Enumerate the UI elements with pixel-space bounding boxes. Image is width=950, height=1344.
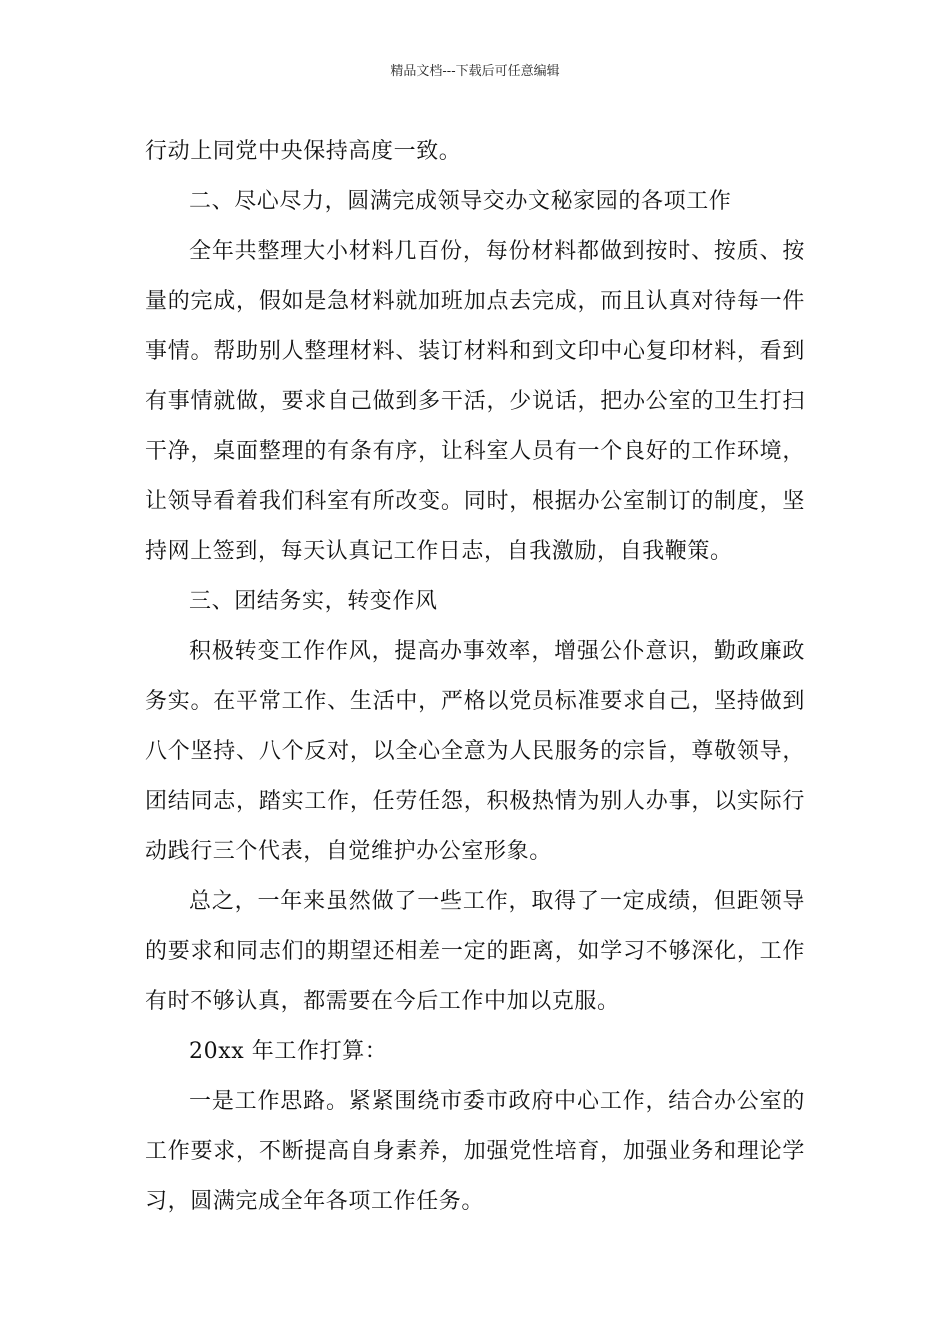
body-line: 让领导看着我们科室有所改变。同时，根据办公室制订的制度，坚 [145, 489, 805, 514]
body-line: 的要求和同志们的期望还相差一定的距离，如学习不够深化，工作 [145, 939, 805, 964]
body-line: 有时不够认真，都需要在今后工作中加以克服。 [145, 989, 620, 1014]
body-line: 行动上同党中央保持高度一致。 [145, 139, 462, 164]
body-line: 事情。帮助别人整理材料、装订材料和到文印中心复印材料，看到 [145, 339, 805, 364]
body-line: 全年共整理大小材料几百份，每份材料都做到按时、按质、按 [189, 239, 805, 264]
body-line: 工作要求，不断提高自身素养，加强党性培育，加强业务和理论学 [145, 1139, 805, 1164]
body-line: 团结同志，踏实工作，任劳任怨，积极热情为别人办事，以实际行 [145, 789, 805, 814]
body-line: 一是工作思路。紧紧围绕市委市政府中心工作，结合办公室的 [189, 1089, 805, 1114]
page-header: 精品文档---下载后可任意编辑 [390, 64, 560, 79]
section-heading: 20xx 年工作打算： [189, 1039, 388, 1064]
body-line: 量的完成，假如是急材料就加班加点去完成，而且认真对待每一件 [145, 289, 805, 314]
body-line: 干净，桌面整理的有条有序，让科室人员有一个良好的工作环境， [145, 439, 805, 464]
body-line: 务实。在平常工作、生活中，严格以党员标准要求自己，坚持做到 [145, 689, 805, 714]
body-line: 习，圆满完成全年各项工作任务。 [145, 1189, 485, 1214]
body-line: 总之，一年来虽然做了一些工作，取得了一定成绩，但距领导 [189, 889, 805, 914]
document-body [145, 127, 805, 1227]
body-line: 持网上签到，每天认真记工作日志，自我激励，自我鞭策。 [145, 539, 733, 564]
section-heading: 二、尽心尽力，圆满完成领导交办文秘家园的各项工作 [189, 189, 732, 214]
section-heading: 三、团结务实，转变作风 [189, 589, 438, 614]
body-line: 积极转变工作作风，提高办事效率，增强公仆意识，勤政廉政 [189, 639, 805, 664]
body-line: 有事情就做，要求自己做到多干活，少说话，把办公室的卫生打扫 [145, 389, 805, 414]
body-line: 动践行三个代表，自觉维护办公室形象。 [145, 839, 552, 864]
body-line: 八个坚持、八个反对，以全心全意为人民服务的宗旨，尊敬领导， [145, 739, 805, 764]
